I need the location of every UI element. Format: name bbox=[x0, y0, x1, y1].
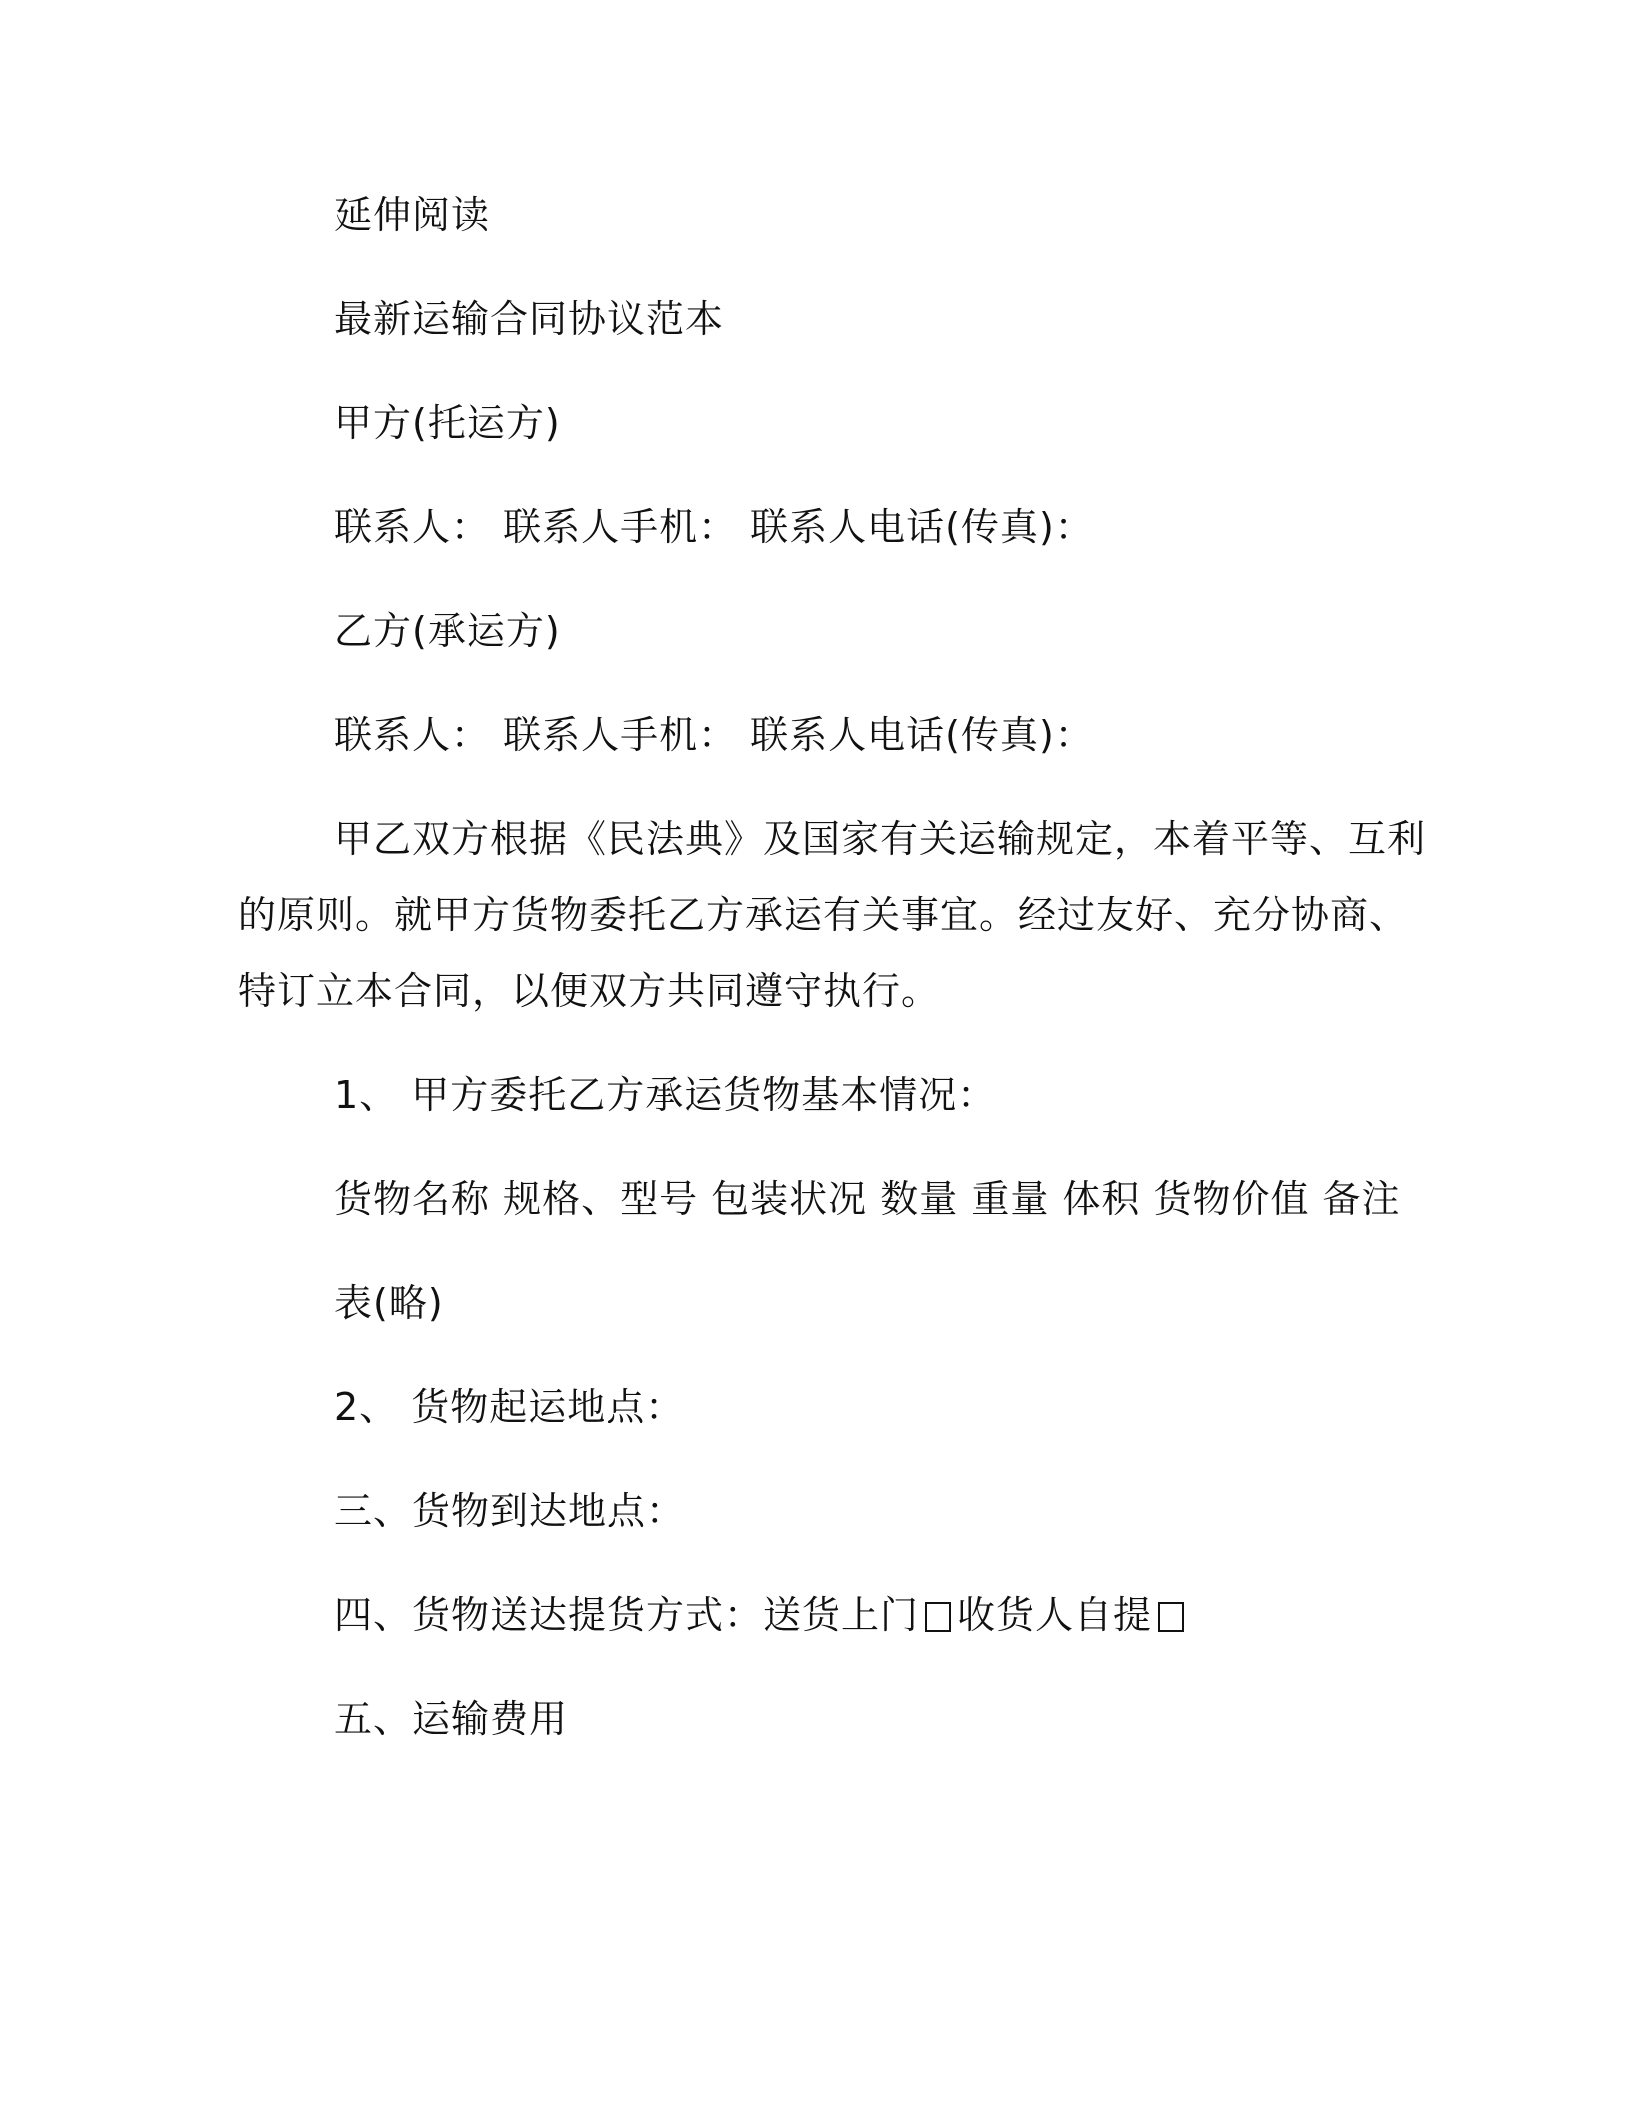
table-omitted: 表(略) bbox=[334, 1281, 444, 1325]
paragraph-line-3: 特订立本合同，以便双方共同遵守执行。 bbox=[238, 969, 941, 1013]
party-b-contacts: 联系人： 联系人手机： 联系人电话(传真)： bbox=[334, 713, 1094, 757]
paragraph-line-2: 的原则。就甲方货物委托乙方承运有关事宜。经过友好、充分协商、 bbox=[238, 893, 1409, 937]
delivery-prefix: 四、货物送达提货方式：送货上门 bbox=[334, 1593, 920, 1637]
clause-5: 五、运输费用 bbox=[334, 1697, 569, 1741]
clause-1: 1、 甲方委托乙方承运货物基本情况： bbox=[334, 1073, 997, 1117]
clause-3: 三、货物到达地点： bbox=[334, 1489, 686, 1533]
party-a-contacts: 联系人： 联系人手机： 联系人电话(传真)： bbox=[334, 505, 1094, 549]
clause-2: 2、 货物起运地点： bbox=[334, 1385, 685, 1429]
heading-extended-reading: 延伸阅读 bbox=[334, 193, 491, 237]
party-b-label: 乙方(承运方) bbox=[334, 609, 561, 653]
paragraph-line-1: 甲乙双方根据《民法典》及国家有关运输规定，本着平等、互利 bbox=[334, 817, 1427, 861]
goods-table-header: 货物名称 规格、型号 包装状况 数量 重量 体积 货物价值 备注 bbox=[334, 1177, 1401, 1221]
self-pickup-checkbox[interactable] bbox=[1158, 1602, 1184, 1632]
door-delivery-checkbox[interactable] bbox=[925, 1602, 951, 1632]
self-pickup-label: 收货人自提 bbox=[957, 1593, 1153, 1637]
clause-4-delivery bbox=[334, 1590, 1190, 1640]
document-title: 最新运输合同协议范本 bbox=[334, 297, 725, 341]
party-a-label: 甲方(托运方) bbox=[334, 401, 561, 445]
